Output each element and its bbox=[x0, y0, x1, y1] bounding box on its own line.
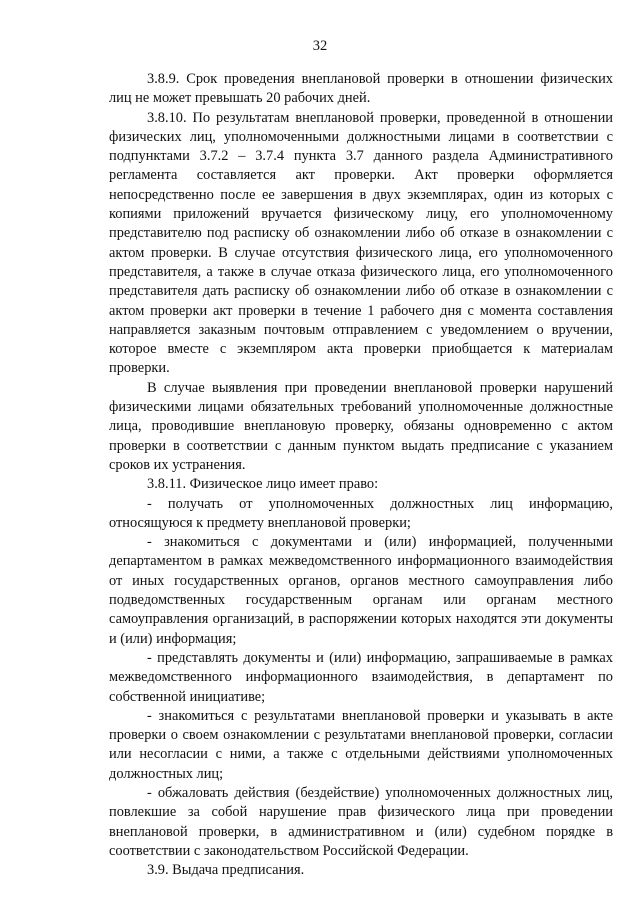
list-item-receive-info: - получать от уполномоченных должностных лиц информацию, относящуюся к предмету внеплановой проверки; bbox=[109, 495, 613, 531]
paragraph-3-8-11: 3.8.11. Физическое лицо имеет право: bbox=[147, 476, 379, 493]
list-item-submit-documents: - представлять документы и (или) информацию, запрашиваемые в рамках межведомственного информационного взаимодействия, в департамент по собственной инициативе; bbox=[109, 649, 613, 705]
paragraph-3-9: 3.9. Выдача предписания. bbox=[147, 862, 305, 879]
list-item-appeal: - обжаловать действия (бездействие) уполномоченных должностных лиц, повлекшие за собой нарушение прав физического лица при проведении внеплановой проверки, в административном и (или) судебном порядке в соответствии с законодательством Российской Федерации. bbox=[109, 784, 613, 859]
paragraph-3-8-10: 3.8.10. По результатам внеплановой проверки, проведенной в отношении физических лиц, уполномоченными должностными лицами в соответствии с подпунктами 3.7.2 – 3.7.4 пункта 3.7 данного раздела Административного регламента составляется акт проверки. Акт проверки оформляется непосредственно после ее завершения в двух экземплярах, один из которых с копиями приложений вручается физическому лицу, его уполномоченному представителю под расписку об ознакомлении либо об отказе в ознакомлении с актом проверки. В случае отсутствия физического лица, его уполномоченного представителя, а также в случае отказа физического лица, его уполномоченного представителя дать расписку об ознакомлении либо об отказе в ознакомлении с актом проверки акт проверки в течение 1 рабочего дня с момента составления направляется заказным почтовым отправлением с уведомлением о вручении, которое вместе с экземпляром акта проверки приобщается к материалам проверки. bbox=[109, 109, 613, 377]
paragraph-3-8-9: 3.8.9. Срок проведения внеплановой проверки в отношении физических лиц не может превышать 20 рабочих дней. bbox=[109, 71, 613, 107]
paragraph-violations: В случае выявления при проведении внеплановой проверки нарушений физическими лицами обязательных требований уполномоченные должностные лица, проводившие внеплановую проверку, обязаны одновременно с актом проверки в соответствии с данным пунктом выдать предписание с указанием сроков их устранения. bbox=[109, 379, 613, 473]
document-body bbox=[109, 70, 613, 880]
page-number: 32 bbox=[312, 38, 328, 54]
list-item-review-results: - знакомиться с результатами внеплановой проверки и указывать в акте проверки о своем ознакомлении с результатами внеплановой проверки, согласии или несогласии с ними, а также с отдельными действиями уполномоченных должностных лиц; bbox=[109, 707, 613, 782]
list-item-review-documents: - знакомиться с документами и (или) информацией, полученными департаментом в рамках межведомственного информационного взаимодействия от иных государственных органов, органов местного самоуправления либо подведомственных государственным органам или органам местного самоуправления организаций, в распоряжении которых находятся эти документы и (или) информация; bbox=[109, 534, 613, 647]
